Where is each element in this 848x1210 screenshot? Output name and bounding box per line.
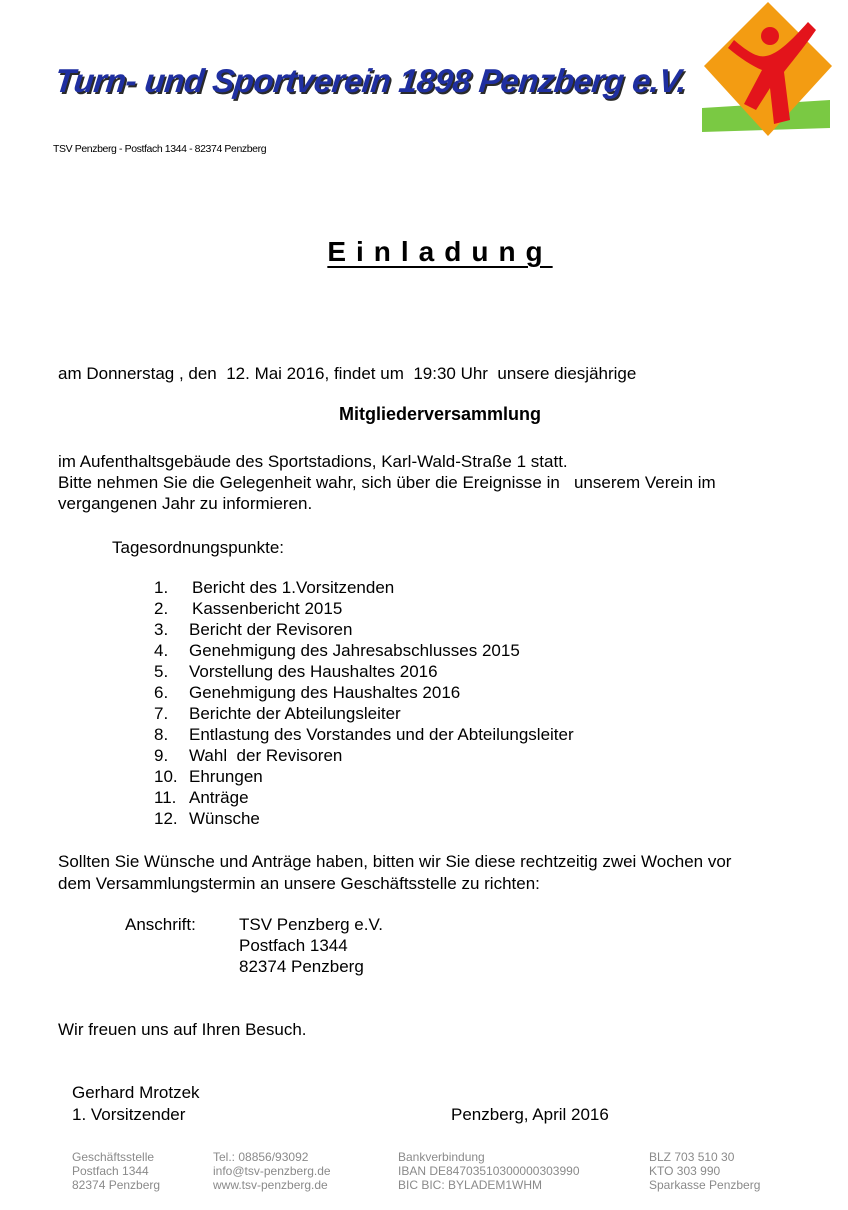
footer-line: Geschäftsstelle [72, 1150, 155, 1164]
address-line: Postfach 1344 [239, 936, 348, 955]
meeting-name: Mitgliederversammlung [338, 404, 542, 424]
agenda-item-number: 2. [154, 599, 169, 618]
signature-role: 1. Vorsitzender [72, 1105, 186, 1124]
agenda-item-number: 8. [154, 725, 169, 744]
agenda-item-text: Entlastung des Vorstandes und der Abteilungsleiter [189, 725, 574, 744]
closing-line: Wir freuen uns auf Ihren Besuch. [58, 1020, 307, 1039]
intro-line: am Donnerstag , den 12. Mai 2016, findet um 19:30 Uhr unsere diesjährige [58, 364, 637, 383]
agenda-heading: Tagesordnungspunkte: [112, 538, 285, 557]
agenda-item-text: Berichte der Abteilungsleiter [189, 704, 401, 723]
agenda-item-text: Genehmigung des Haushaltes 2016 [189, 683, 461, 702]
club-logo [700, 0, 832, 144]
agenda-item-text: Ehrungen [189, 767, 263, 786]
logo-figure-head [761, 27, 779, 45]
agenda-item-number: 4. [154, 641, 169, 660]
footer-line: info@tsv-penzberg.de [213, 1164, 331, 1178]
agenda-item-text: Genehmigung des Jahresabschlusses 2015 [189, 641, 520, 660]
agenda-item-text: Anträge [189, 788, 249, 807]
footer-column-office [72, 1150, 160, 1192]
agenda-item-text: Bericht des 1.Vorsitzenden [192, 578, 395, 597]
address-label: Anschrift: [125, 915, 196, 934]
footer-line: KTO 303 990 [649, 1164, 721, 1178]
agenda-item-number: 1. [154, 578, 169, 597]
address-line: 82374 Penzberg [239, 957, 364, 976]
footer-line: 82374 Penzberg [72, 1178, 161, 1192]
agenda-item-number: 7. [154, 704, 169, 723]
footer-line: www.tsv-penzberg.de [213, 1178, 328, 1192]
footer-line: Bankverbindung [398, 1150, 485, 1164]
address-line: TSV Penzberg e.V. [239, 915, 383, 934]
signature-name: Gerhard Mrotzek [72, 1083, 200, 1102]
agenda-item-text: Vorstellung des Haushaltes 2016 [189, 662, 438, 681]
footer-line: Tel.: 08856/93092 [213, 1150, 309, 1164]
agenda-item-number: 6. [154, 683, 169, 702]
agenda-item-number: 10. [154, 767, 178, 786]
agenda-item-text: Kassenbericht 2015 [192, 599, 343, 618]
footer-column-bank [398, 1150, 580, 1192]
footer-column-contact [213, 1150, 331, 1192]
signature-place-date: Penzberg, April 2016 [451, 1105, 609, 1124]
agenda-item-number: 5. [154, 662, 169, 681]
club-name: Turn- und Sportverein 1898 Penzberg e.V. [53, 62, 689, 99]
footer-line: IBAN DE84703510300000303990 [398, 1164, 580, 1178]
agenda-item-text: Bericht der Revisoren [189, 620, 353, 639]
footer-line: Postfach 1344 [72, 1164, 149, 1178]
document-title: Einladung [327, 236, 553, 267]
agenda-item-number: 12. [154, 809, 178, 828]
footer-line: Sparkasse Penzberg [649, 1178, 761, 1192]
agenda-item-text: Wünsche [189, 809, 260, 828]
footer-column-bank-codes [649, 1150, 760, 1192]
request-line: Sollten Sie Wünsche und Anträge haben, bitten wir Sie diese rechtzeitig zwei Wochen vor [58, 852, 732, 871]
body-line: im Aufenthaltsgebäude des Sportstadions, Karl-Wald-Straße 1 statt. [58, 452, 568, 471]
body-line: Bitte nehmen Sie die Gelegenheit wahr, sich über die Ereignisse in unserem Verein im [58, 473, 716, 492]
footer-line: BIC BIC: BYLADEM1WHM [398, 1178, 543, 1192]
agenda-item-text: Wahl der Revisoren [189, 746, 343, 765]
footer-line: BLZ 703 510 30 [649, 1150, 735, 1164]
agenda-item-number: 11. [154, 788, 177, 807]
agenda-item-number: 9. [154, 746, 169, 765]
request-line: dem Versammlungstermin an unsere Geschäftsstelle zu richten: [58, 874, 540, 893]
sender-line: TSV Penzberg - Postfach 1344 - 82374 Penzberg [53, 143, 267, 155]
agenda-item-number: 3. [154, 620, 169, 639]
body-line: vergangenen Jahr zu informieren. [58, 494, 313, 513]
